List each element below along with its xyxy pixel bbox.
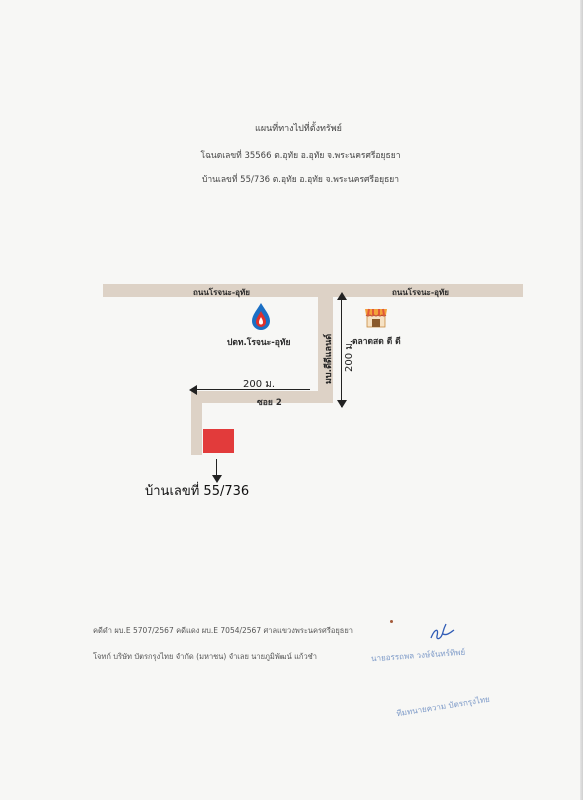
- deed-line: โฉนดเลขที่ 35566 ต.อุทัย อ.อุทัย จ.พระนครศรีอยุธยา: [200, 151, 401, 161]
- house-marker: [203, 429, 234, 453]
- stamp-name: นายอรรถพล วงษ์จันทร์ทิพย์: [370, 647, 466, 664]
- market-stall-icon: [364, 306, 388, 328]
- signature-mark: [427, 622, 457, 644]
- house-access-road: [191, 391, 202, 455]
- case-line: คดีดำ ผบ.E 5707/2567 คดีแดง ผบ.E 7054/2567 ศาลแขวงพระนครศรีอยุธยา: [93, 626, 353, 635]
- arrow-down-icon: [337, 400, 347, 408]
- arrow-left-icon: [189, 385, 197, 395]
- party-line: โจทก์ บริษัท บัตรกรุงไทย จำกัด (มหาชน) จำเลย นายภูมิพัฒน์ แก้วชำ: [93, 652, 317, 661]
- distance-soi-label: 200 ม.: [243, 379, 276, 390]
- map-title: แผนที่ทางไปที่ตั้งทรัพย์: [255, 124, 342, 134]
- gas-station-label: ปตท.โรจนะ-อุทัย: [227, 338, 291, 348]
- house-number-label: บ้านเลขที่ 55/736: [145, 484, 250, 499]
- soi-label: ซอย 2: [257, 398, 282, 408]
- village-road-label: มบ.ดีดีแลนด์: [324, 333, 334, 384]
- market-label: ตลาดสด ดี ดี: [352, 337, 401, 347]
- ink-dot: [390, 620, 393, 623]
- house-address-line: บ้านเลขที่ 55/736 ต.อุทัย อ.อุทัย จ.พระนครศรีอยุธยา: [201, 175, 400, 185]
- main-road: [103, 284, 523, 297]
- main-road-label-right: ถนนโรจนะ-อุทัย: [392, 288, 449, 297]
- stamp-team: ทีมทนายความ บัตรกรุงไทย: [395, 694, 491, 719]
- main-road-label-left: ถนนโรจนะ-อุทัย: [193, 288, 250, 297]
- ptt-flame-icon: [250, 302, 272, 332]
- arrow-up-icon: [337, 292, 347, 300]
- distance-village-label: 200 ม.: [344, 339, 355, 372]
